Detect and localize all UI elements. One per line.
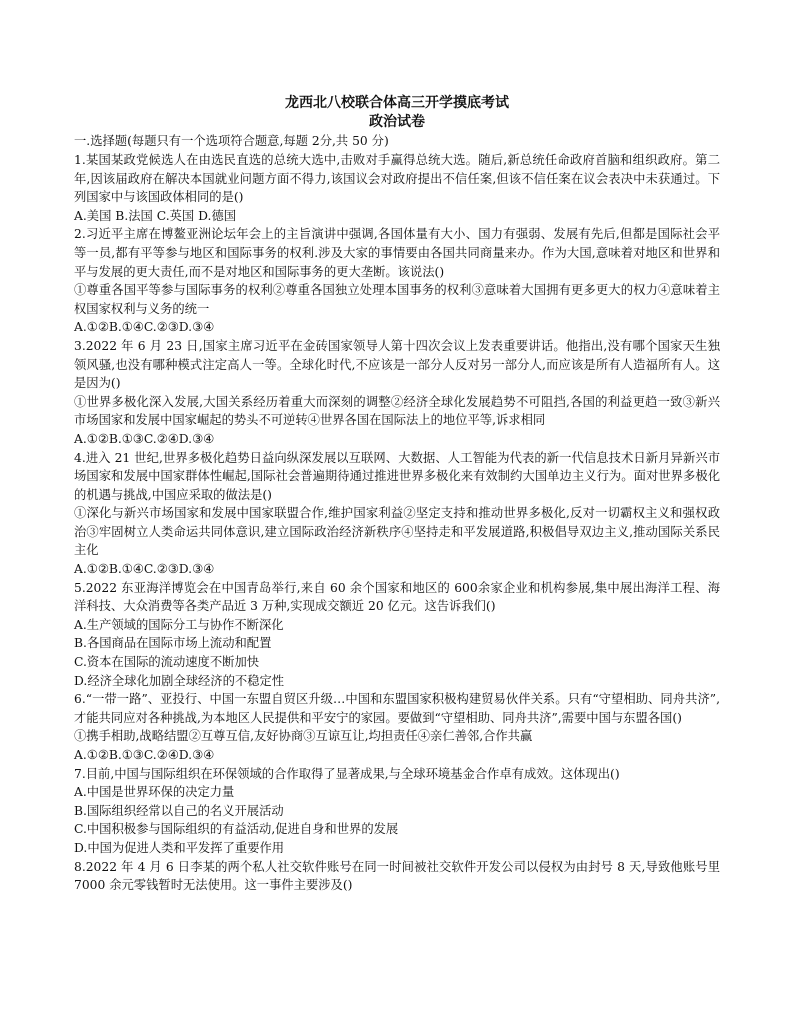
question-statements: ①尊重各国平等参与国际事务的权利②尊重各国独立处理本国事务的权利③意味着大国拥有更多更大的权力④意味着主权国家权利与义务的统一 [74,283,720,316]
question-statements: ①携手相助,战略结盟②互尊互信,友好协商③互谅互让,均担责任④亲仁善邻,合作共赢 [74,729,533,744]
question-stem: 6.“一带一路”、亚投行、中国一东盟自贸区升级…中国和东盟国家积极构建贸易伙伴关系。只有“守望相助、同舟共济”,才能共同应对各种挑战,为本地区人民提供和平安宁的家园。要做到“守望相助、同舟共济”,需要中国与东盟各国() [74,692,720,725]
option-c: C.中国积极参与国际组织的有益活动,促进自身和世界的发展 [74,822,399,837]
question-6 [74,690,720,764]
option-d: D.经济全球化加剧全球经济的不稳定性 [74,673,285,688]
exam-subject: 政治试卷 [369,114,425,130]
question-2 [74,225,720,337]
option-a: A.生产领域的国际分工与协作不断深化 [74,617,284,632]
question-stem: 3.2022 年 6 月 23 日,国家主席习近平在金砖国家领导人第十四次会议上发表重要讲话。他指出,没有哪个国家天生独领风骚,也没有哪种模式注定高人一等。全球化时代,不应该是一部分人反对另一部分人,而应该是所有人造福所有人。这是因为() [74,338,720,391]
answer-choices: A.①②B.①③C.②④D.③④ [74,748,215,762]
question-stem: 8.2022 年 4 月 6 日李某的两个私人社交软件账号在同一时间被社交软件开发公司以侵权为由封号 8 天,导致他账号里 7000 余元零钱暂时无法使用。这一事件主要涉及() [74,859,720,893]
question-stem: 5.2022 东亚海洋博览会在中国青岛举行,来自 60 余个国家和地区的 600余家企业和机构参展,集中展出海洋工程、海洋科技、大众消费等各类产品近 3 万种,实现成交额近 20 亿元。这告诉我们() [74,580,720,614]
answer-choices: A.①②B.①③C.②④D.③④ [74,431,215,446]
question-stem: 4.进入 21 世纪,世界多极化趋势日益向纵深发展以互联网、大数据、人工智能为代表的新一代信息技术日新月异新兴市场国家和发展中国家群体性崛起,国际社会普遍期待通过推进世界多极化来有效制约大国单边主义行为。面对世界多极化的机遇与挑战,中国应采取的做法是() [74,450,720,502]
answer-choices: A.①②B.①④C.②③D.③④ [74,320,215,335]
answer-choices: A.美国 B.法国 C.英国 D.德国 [74,208,237,223]
question-8 [74,858,720,895]
question-stem: 7.目前,中国与国际组织在环保领域的合作取得了显著成果,与全球环境基金合作卓有成效。这体现出() [74,766,620,781]
question-5 [74,579,720,691]
option-b: B.国际组织经常以自己的名义开展活动 [74,803,284,818]
answer-choices: A.①②B.①④C.②③D.③④ [74,562,215,577]
option-d: D.中国为促进人类和平发挥了重要作用 [74,840,285,855]
question-statements: ①世界多极化深入发展,大国关系经历着重大而深刻的调整②经济全球化发展趋势不可阻挡,各国的利益更趋一致③新兴市场国家和发展中国家崛起的势头不可逆转④世界各国在国际法上的地位平等,诉求相同 [74,394,720,428]
question-7 [74,765,720,858]
option-a: A.中国是世界环保的决定力量 [74,785,235,800]
exam-page [74,94,720,895]
section-heading: 一.选择题(每题只有一个选项符合题意,每题 2分,共 50 分) [74,134,389,148]
option-b: B.各国商品在国际市场上流动和配置 [74,636,272,651]
exam-title: 龙西北八校联合体高三开学摸底考试 [285,95,509,111]
question-stem: 1.某国某政党候选人在由选民直选的总统大选中,击败对手赢得总统大选。随后,新总统任命政府首脑和组织政府。第二年,因该届政府在解决本国就业问题方面不得力,该国议会对政府提出不信任案,但该不信任案在议会表决中未获通过。下列国家中与该国政体相同的是() [74,153,720,205]
question-statements: ①深化与新兴市场国家和发展中国家联盟合作,维护国家利益②坚定支持和推动世界多极化,反对一切霸权主义和强权政治③牢固树立人类命运共同体意识,建立国际政治经济新秩序④坚持走和平发展道路,积极倡导双边主义,推动国际关系民主化 [74,506,720,558]
question-stem: 2.习近平主席在博鳌亚洲论坛年会上的主旨演讲中强调,各国体量有大小、国力有强弱、发展有先后,但都是国际社会平等一员,都有平等参与地区和国际事务的权利.涉及大家的事情要由各国共同商量来办。作为大国,意味着对地区和世界和平与发展的更大责任,而不是对地区和国际事务的更大垄断。该说法() [74,227,720,279]
question-1 [74,151,720,225]
option-c: C.资本在国际的流动速度不断加快 [74,655,260,670]
question-3 [74,337,720,449]
question-4 [74,449,720,579]
